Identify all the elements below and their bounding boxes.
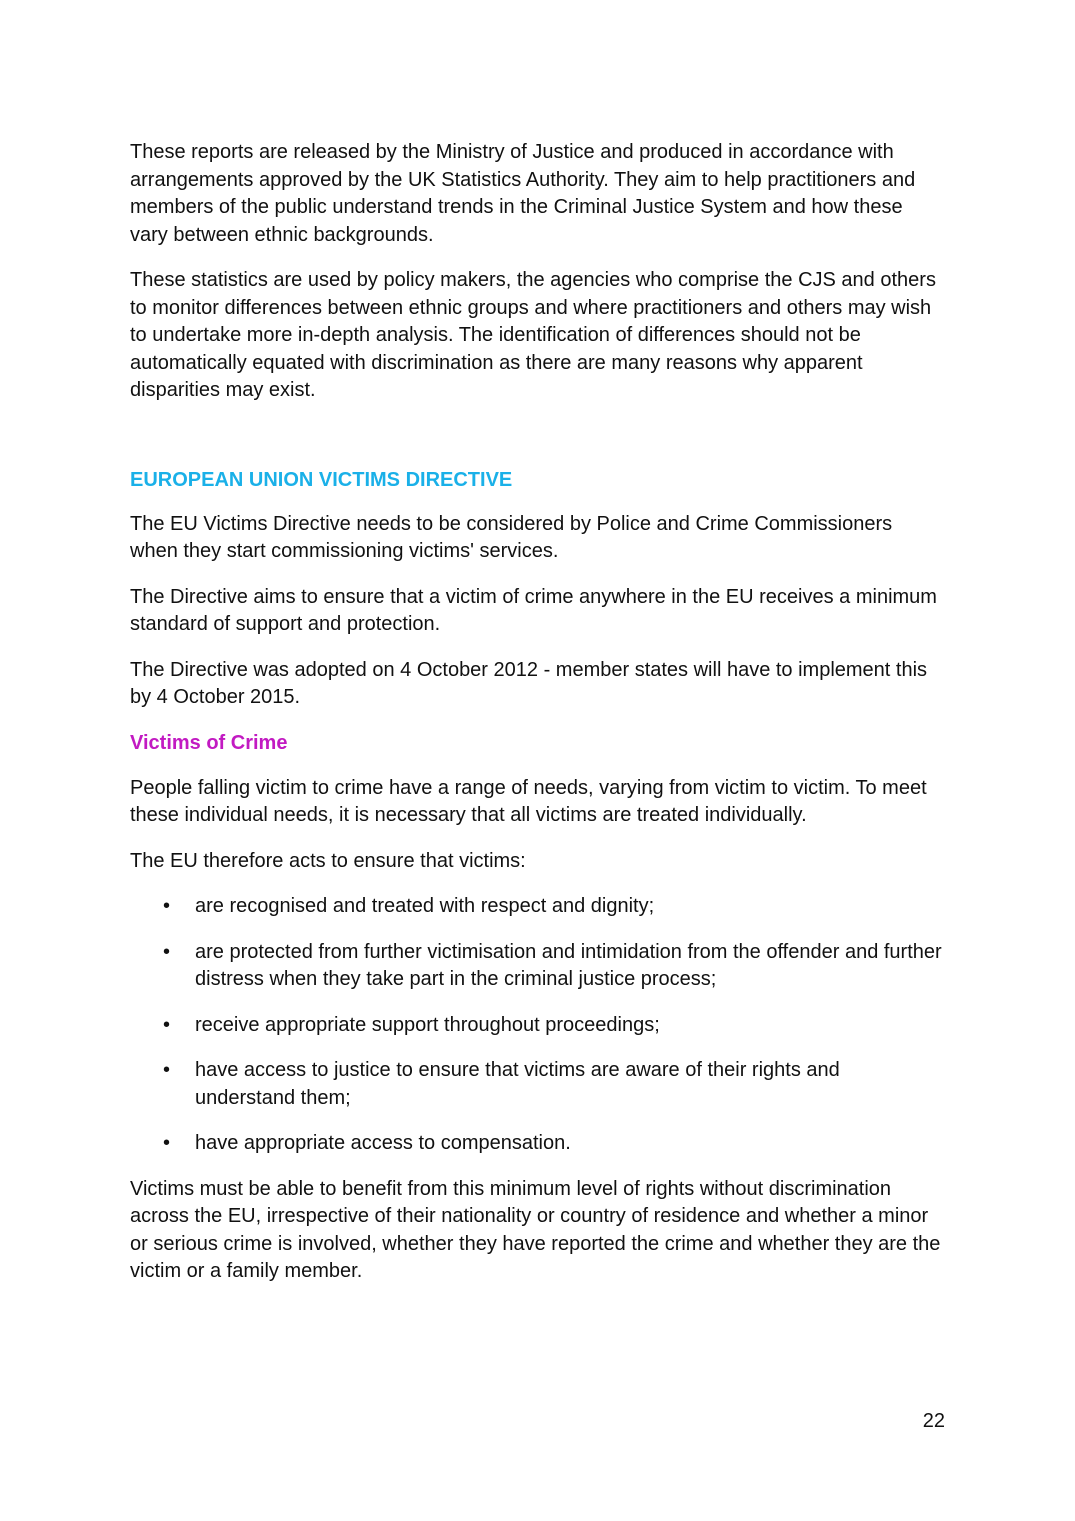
bullet-icon: • <box>163 895 171 917</box>
list-item <box>130 1057 945 1112</box>
intro-paragraph-reports: These reports are released by the Ministry of Justice and produced in accordance with arrangements approved by the UK Statistics Authority. They aim to help practitioners and members of the public understand trends in the Criminal Justice System and how these vary between ethnic backgrounds. <box>130 141 916 246</box>
victims-paragraph-eu-acts: The EU therefore acts to ensure that victims: <box>130 849 526 872</box>
eu-paragraph-commissioners: The EU Victims Directive needs to be considered by Police and Crime Commissioners when they start commissioning victims' services. <box>130 512 893 562</box>
victims-rights-list <box>130 893 945 1158</box>
intro-paragraph-statistics: These statistics are used by policy makers, the agencies who comprise the CJS and others to monitor differences between ethnic groups and where practitioners and others may wish to undertake more in-depth analysis. The identification of differences should not be automatically equated with discrimination as there are many reasons why apparent disparities may exist. <box>130 269 936 401</box>
list-item <box>130 1012 945 1040</box>
page-number: 22 <box>922 1410 945 1432</box>
section-heading-eu-victims-directive: EUROPEAN UNION VICTIMS DIRECTIVE <box>130 468 513 491</box>
document-page <box>130 139 945 1286</box>
bullet-icon: • <box>163 1013 171 1036</box>
list-item <box>130 893 945 921</box>
bullet-icon: • <box>163 1059 171 1081</box>
victims-paragraph-needs: People falling victim to crime have a range of needs, varying from victim to victim. To meet these individual needs, it is necessary that all victims are treated individually. <box>130 776 927 826</box>
bullet-icon: • <box>163 940 171 963</box>
list-item-text: receive appropriate support throughout proceedings; <box>195 1013 660 1036</box>
eu-paragraph-aims: The Directive aims to ensure that a victim of crime anywhere in the EU receives a minimum standard of support and protection. <box>130 585 937 635</box>
list-item-text: are recognised and treated with respect and dignity; <box>195 895 655 917</box>
list-item-text: have access to justice to ensure that victims are aware of their rights and understand them; <box>195 1059 840 1109</box>
eu-paragraph-adoption: The Directive was adopted on 4 October 2012 - member states will have to implement this by 4 October 2015. <box>130 658 928 708</box>
section-heading-victims-of-crime: Victims of Crime <box>130 731 288 754</box>
list-item <box>130 1130 945 1158</box>
bullet-icon: • <box>163 1132 171 1154</box>
list-item-text: have appropriate access to compensation. <box>195 1132 571 1154</box>
victims-paragraph-closing: Victims must be able to benefit from this minimum level of rights without discrimination across the EU, irrespective of their nationality or country of residence and whether a minor or serious crime is involved, whether they have reported the crime and whether they are the victim or a family member. <box>130 1177 941 1282</box>
list-item-text: are protected from further victimisation and intimidation from the offender and further distress when they take part in the criminal justice process; <box>195 940 942 990</box>
list-item <box>130 939 945 994</box>
